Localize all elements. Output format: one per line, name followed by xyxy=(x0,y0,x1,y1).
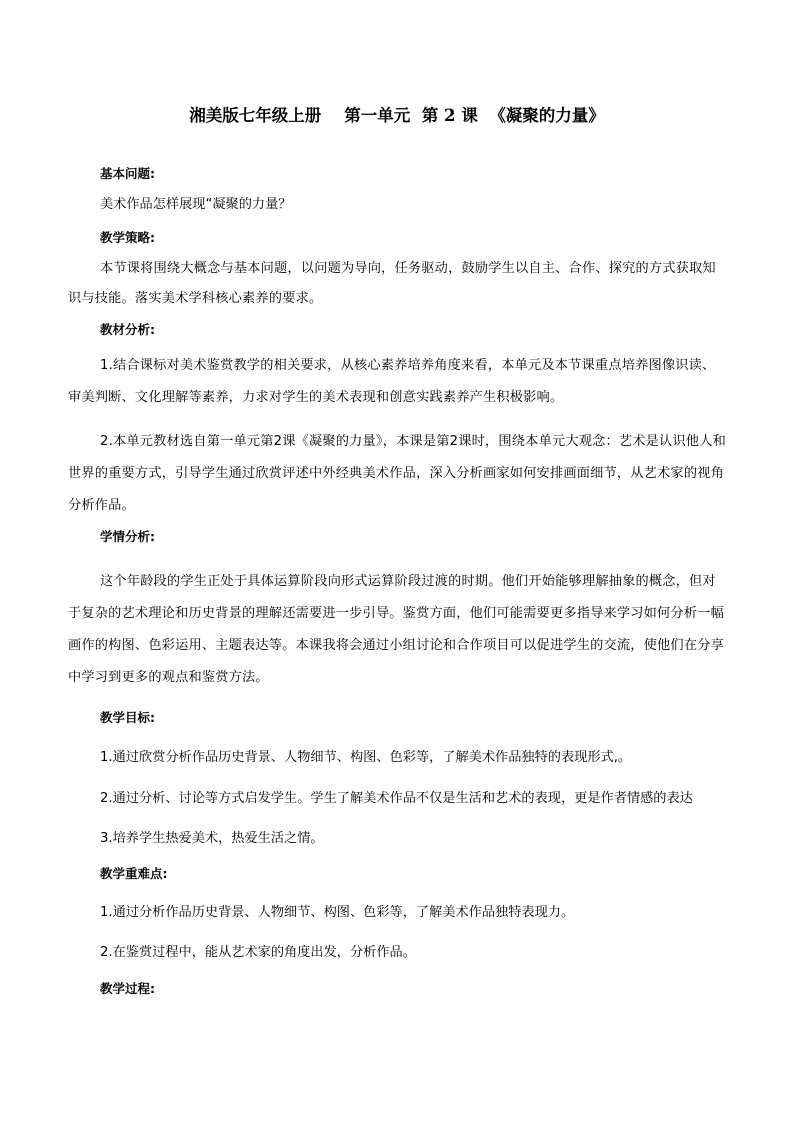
teaching-goals-heading: 教学目标: xyxy=(100,710,155,725)
key-difficulty-item: 1.通过分析作品历史背景、人物细节、构图、色彩等，了解美术作品独特表现力。 xyxy=(100,905,575,920)
student-analysis-heading: 学情分析: xyxy=(100,529,155,544)
teaching-strategy-text: 本节课将围绕大概念与基本问题，以问题为导向，任务驱动，鼓励学生以自主、合作、探究的方式获取知识与技能。落实美术学科核心素养的要求。 xyxy=(68,261,716,306)
teaching-strategy-heading: 教学策略: xyxy=(100,230,155,245)
material-analysis-paragraph-2: 2.本单元教材选自第一单元第2课《凝聚的力量》，本课是第2课时，围绕本单元大观念：艺术是认识他人和世界的重要方式，引导学生通过欣赏评述中外经典美术作品，深入分析画家如何安排画面细节，从艺术家的视角分析作品。 xyxy=(68,434,726,513)
material-analysis-paragraph-1: 1.结合课标对美术鉴赏教学的相关要求，从核心素养培养角度来看，本单元及本节课重点培养图像识读、审美判断、文化理解等素养，力求对学生的美术表现和创意实践素养产生积极影响。 xyxy=(68,358,716,405)
material-analysis-heading: 教材分析: xyxy=(100,322,155,337)
page-title: 湘美版七年级上册 第一单元 第 2 课 《凝聚的力量》 xyxy=(189,106,605,125)
key-difficulties-heading: 教学重难点: xyxy=(100,866,168,881)
teaching-process-heading: 教学过程: xyxy=(100,981,155,996)
basic-question-text: 美术作品怎样展现“凝聚的力量？ xyxy=(100,197,292,212)
teaching-goal-item: 3.培养学生热爱美术，热爱生活之情。 xyxy=(100,831,324,846)
key-difficulty-item: 2.在鉴赏过程中，能从艺术家的角度出发，分析作品。 xyxy=(100,945,416,960)
student-analysis-text: 这个年龄段的学生正处于具体运算阶段向形式运算阶段过渡的时期。他们开始能够理解抽象的概念，但对于复杂的艺术理论和历史背景的理解还需要进一步引导。鉴赏方面，他们可能需要更多指导来学习如何分析一幅画作的构图、色彩运用、主题表达等。本课我将会通过小组讨论和合作项目可以促进学生的交流，使他们在分享中学习到更多的观点和鉴赏方法。 xyxy=(68,574,724,685)
teaching-goal-item: 1.通过欣赏分析作品历史背景、人物细节、构图、色彩等，了解美术作品独特的表现形式,。 xyxy=(100,750,632,765)
basic-question-heading: 基本问题: xyxy=(100,166,155,181)
teaching-goal-item: 2.通过分析、讨论等方式启发学生。学生了解美术作品不仅是生活和艺术的表现，更是作者情感的表达 xyxy=(100,791,693,806)
